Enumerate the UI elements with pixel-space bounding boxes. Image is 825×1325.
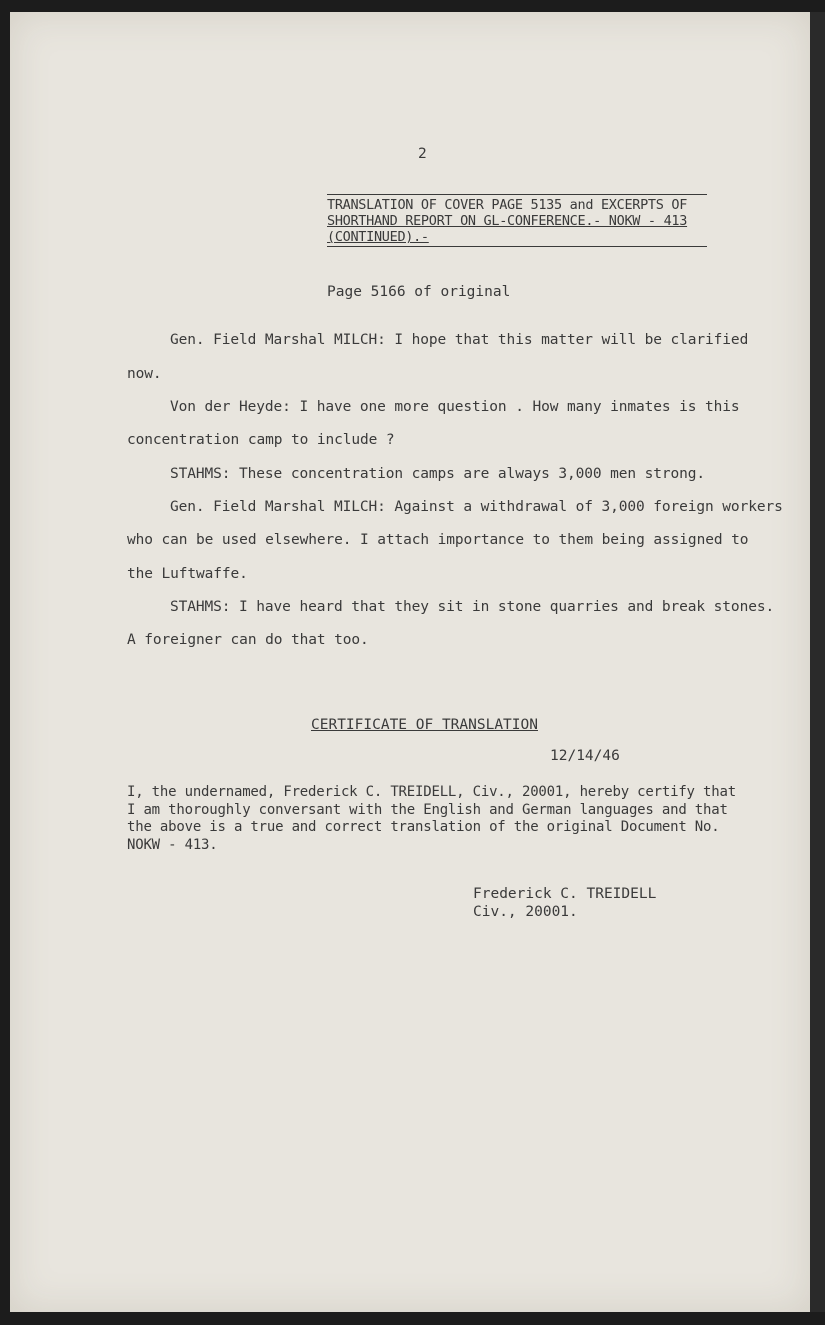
transcript-line: Gen. Field Marshal MILCH: Against a withdrawal of 3,000 foreign workers [170,499,783,515]
title-line-1: TRANSLATION OF COVER PAGE 5135 and EXCERPTS OF [327,197,688,213]
certificate-line: NOKW - 413. [127,836,218,853]
document-page [10,12,810,1312]
certificate-line: the above is a true and correct translation of the original Document No. [127,819,720,835]
transcript-line: Gen. Field Marshal MILCH: I hope that this matter will be clarified [170,332,749,348]
title-rule-top [327,194,707,195]
transcript-line: A foreigner can do that too. [127,632,369,648]
title-line-2: SHORTHAND REPORT ON GL-CONFERENCE.- NOKW - 413 [327,213,688,229]
scan-edge [810,12,825,1312]
signature-block [473,885,656,921]
page-reference: Page 5166 of original [327,284,511,300]
certificate-line: I, the undernamed, Frederick C. TREIDELL, Civ., 20001, hereby certify that [127,784,736,800]
signature-name: Frederick C. TREIDELL [473,886,657,902]
certificate-line: I am thoroughly conversant with the English and German languages and that [127,801,728,818]
transcript-line: STAHMS: These concentration camps are always 3,000 men strong. [170,466,706,482]
transcript-line: now. [127,366,162,382]
signature-id: Civ., 20001. [473,904,578,920]
certificate-body [127,784,736,854]
transcript-line: the Luftwaffe. [127,566,248,582]
certificate-date: 12/14/46 [550,748,620,764]
transcript-line: Von der Heyde: I have one more question . How many inmates is this [170,399,740,415]
title-line-3: (CONTINUED).- [327,229,429,245]
transcript-line: who can be used elsewhere. I attach importance to them being assigned to [127,532,749,548]
document-title [327,194,707,247]
certificate-heading: CERTIFICATE OF TRANSLATION [311,717,538,733]
title-rule-bottom [327,246,707,247]
page-number: 2 [418,146,427,162]
transcript-line: concentration camp to include ? [127,432,395,448]
transcript-line: STAHMS: I have heard that they sit in stone quarries and break stones. [170,599,775,615]
